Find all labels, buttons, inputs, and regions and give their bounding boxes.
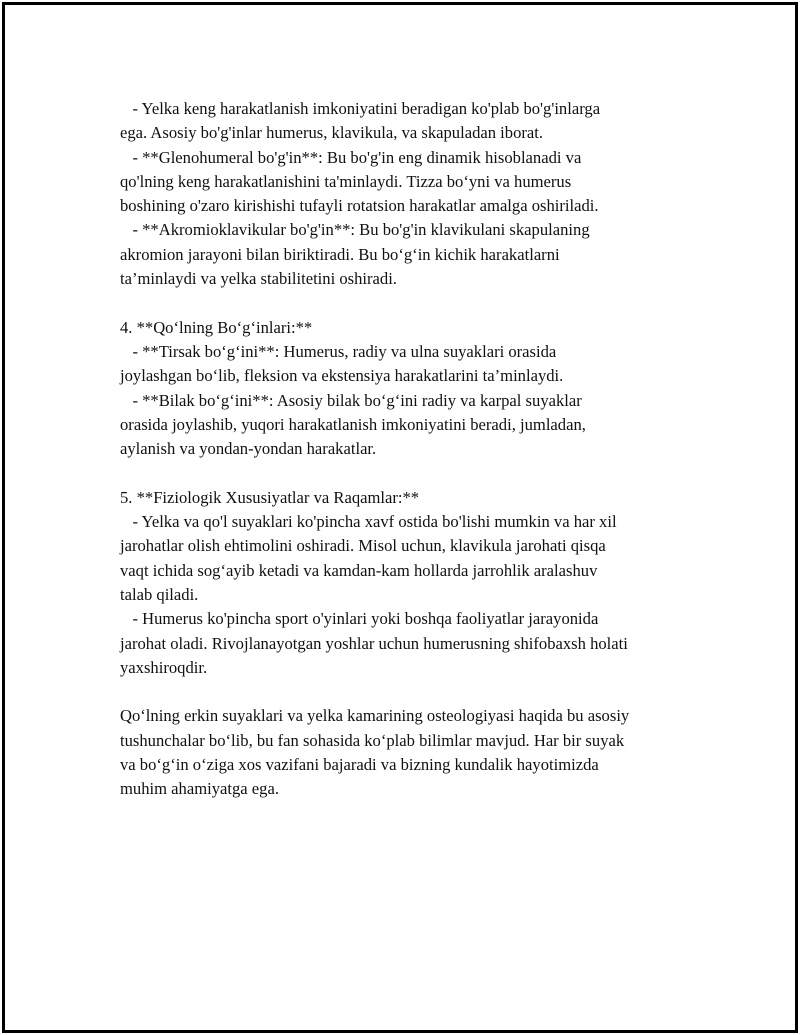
document-body (120, 97, 695, 802)
text-line: jarohatlar olish ehtimolini oshiradi. Misol uchun, klavikula jarohati qisqa (120, 536, 606, 556)
text-line: orasida joylashib, yuqori harakatlanish imkoniyatini beradi, jumladan, (120, 414, 586, 434)
text-line: aylanish va yondan-yondan harakatlar. (120, 439, 377, 459)
text-line: vaqt ichida sogʻayib ketadi va kamdan-kam hollarda jarrohlik aralashuv (120, 560, 598, 580)
text-line: - **Tirsak boʻgʻini**: Humerus, radiy va ulna suyaklari orasida (120, 341, 557, 361)
page-frame (2, 2, 798, 1033)
text-line: ega. Asosiy bo'g'inlar humerus, klavikula, va skapuladan iborat. (120, 123, 544, 143)
section-heading: 5. **Fiziologik Xususiyatlar va Raqamlar:** (120, 487, 420, 507)
text-line: - Humerus ko'pincha sport o'yinlari yoki boshqa faoliyatlar jarayonida (120, 609, 599, 629)
text-line: - Yelka keng harakatlanish imkoniyatini beradigan ko'plab bo'g'inlarga (120, 99, 601, 118)
text-line: - **Glenohumeral bo'g'in**: Bu bo'g'in eng dinamik hisoblanadi va (120, 147, 582, 167)
conclusion-line: muhim ahamiyatga ega. (120, 779, 279, 799)
text-line: yaxshiroqdir. (120, 657, 208, 677)
paragraph-spacer (120, 680, 695, 704)
text-line: qo'lning keng harakatlanishini ta'minlaydi. Tizza boʻyni va humerus (120, 171, 572, 191)
text-line: - **Bilak boʻgʻini**: Asosiy bilak boʻgʻini radiy va karpal suyaklar (120, 390, 582, 410)
text-line: joylashgan boʻlib, fleksion va ekstensiya harakatlarini ta’minlaydi. (120, 366, 564, 386)
conclusion-line: Qoʻlning erkin suyaklari va yelka kamarining osteologiyasi haqida bu asosiy (120, 706, 630, 726)
text-line: - **Akromioklavikular bo'g'in**: Bu bo'g'in klavikulani skapulaning (120, 220, 590, 240)
text-line: talab qiladi. (120, 584, 199, 604)
text-line: - Yelka va qo'l suyaklari ko'pincha xavf ostida bo'lishi mumkin va har xil (120, 512, 617, 532)
text-line: akromion jarayoni bilan biriktiradi. Bu boʻgʻin kichik harakatlarni (120, 244, 560, 264)
section-heading: 4. **Qoʻlning Boʻgʻinlari:** (120, 317, 313, 337)
paragraph-spacer (120, 461, 695, 485)
text-line: boshining o'zaro kirishishi tufayli rotatsion harakatlar amalga oshiriladi. (120, 196, 599, 216)
text-line: ta’minlaydi va yelka stabilitetini oshiradi. (120, 269, 397, 289)
conclusion-line: va boʻgʻin oʻziga xos vazifani bajaradi va bizning kundalik hayotimizda (120, 755, 599, 775)
paragraph-spacer (120, 291, 695, 315)
conclusion-line: tushunchalar boʻlib, bu fan sohasida koʻplab bilimlar mavjud. Har bir suyak (120, 730, 625, 750)
text-line: jarohat oladi. Rivojlanayotgan yoshlar uchun humerusning shifobaxsh holati (120, 633, 628, 653)
